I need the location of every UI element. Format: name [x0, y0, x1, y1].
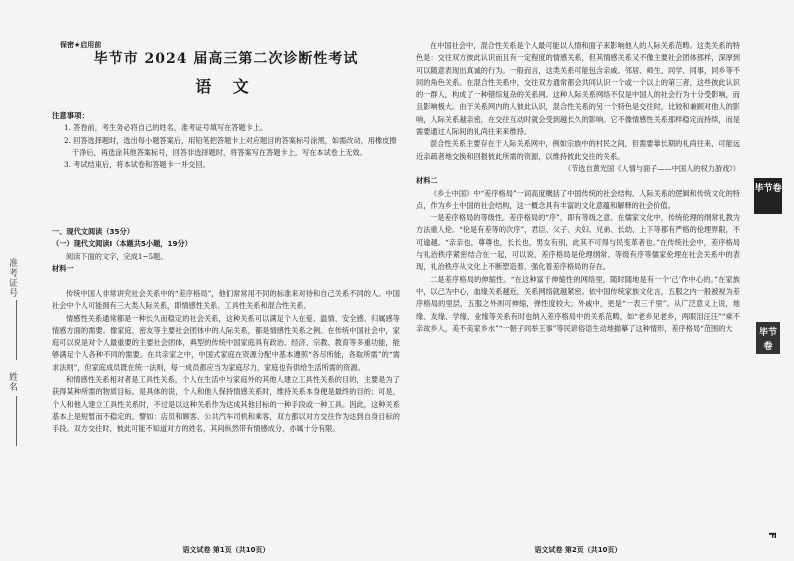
reading-section [52, 226, 400, 275]
exam-number-label: 准考证号 [7, 258, 17, 298]
page-footer: 语文试卷 第2页（共10页） [534, 546, 622, 554]
note-item: 3. 考试结束后，将本试卷和答题卡一并交回。 [64, 160, 210, 170]
section-heading: 一、现代文阅读（35分） [52, 227, 134, 236]
notes-heading: 注意事项： [52, 111, 89, 120]
material-1-body [52, 288, 400, 436]
material-label: 材料一 [52, 263, 74, 273]
paragraph: 二是差序格局的伸缩性。“在这种富于伸缩性的网络里，随时随地是有一个‘己’作中心的。”在家族中，以己为中心，血缘关系越近，关系网络就越紧密。依中国传统家族文化言，五服之内一般被视为差序格局的里层，五服之外则可伸缩，弹性度较大；外戚中，更是“一表三千里”。从广泛意义上说，地缘、友缘、学缘、业缘等关系有时也纳入差序格局中的关系范畴，如“老乡见老乡，两眼泪汪汪”“乘不亲故乡人，美不美家乡水”“一朝子同举王事”等民谚俗语生动地描摹了这种情形，差序格局“范围的大 [416, 274, 740, 333]
material-2-body [416, 40, 740, 335]
binding-gutter [0, 0, 48, 561]
note-item: 1. 答卷前，考生务必将自己的姓名、准考证号填写在答题卡上。 [64, 123, 268, 133]
edge-mark: F [766, 532, 777, 539]
paragraph: 和情感性关系相对者是工具性关系，个人在生活中与家庭外的其他人建立工具性关系的目的，主要是为了获得某种所需的物质目标。是具体的说，个人和他人保持情感关系时，维持关系本身便是最终的目的；可是，个人和他人建立工具性关系时，不过是以这种关系作为达成其他目标的一种手段或一种工具。因此，这种关系基本上是短暂而不稳定的。譬如：店员和顾客、公共汽车司机和乘客，双方都以对方交往作为达到自身目标的手段。双方交往时，彼此可能不知道对方的姓名，其间纵然带有情感成分，亦属十分有限。 [52, 375, 400, 434]
instruction: 阅读下面的文字，完成1~5题。 [66, 251, 168, 261]
name-line [16, 396, 17, 446]
page-footer: 语文试卷 第1页（共10页） [182, 546, 270, 554]
exam-title: 毕节市 2024 届高三第二次诊断性考试 [93, 51, 359, 67]
paragraph: 一是差序格局的等级性。差序格局的“序”，即有等级之意。在儒家文化中，传统伦理的纲常礼教为方法重人伦。“伦是有差等的次序”，君臣、父子、夫妇、兄弟、长幼、上下等都有严格的伦理界限，不可逾越。“亲亲也，尊尊也，长长也，男女有别，此其不可得与民变革者也。”在传统社会中，差序格局与礼治秩序紧密结合在一起，可以说，差序格局是伦理纲常、等级有序等儒家伦理在社会关系中的表现，礼治秩序从文化上不断塑造着、强化着差序格局的存在。 [416, 213, 740, 272]
subsection-heading: （一）现代文阅读Ⅰ（本题共5小题，19分） [52, 239, 192, 249]
name-label: 姓名 [7, 372, 17, 392]
page-2 [416, 0, 740, 561]
paragraph: 《乡土中国》中“差序格局”一词高度概括了中国传统的社会结构、人际关系的逻辑和传统文化的特点，作为乡土中国的社会结构，这一概念具有丰富的文化意蕴和解释的社会价值。 [416, 188, 740, 210]
notes-section [52, 110, 400, 171]
paragraph: 情感性关系通常都是一种长久而稳定的社会关系，这种关系可以满足个人在爱、温情、安全感、归属感等情感方面的需要。像家庭、密友等主要社会团体中的人际关系，都是情感性关系之例。在传统中国社会中，家庭可以说是对个人最重要的主要社会团体，典型的传统中国家庭具有政治、经济、宗教、教育等多重功能，能够满足个人各种不同的需要。在共亲家之中，中国式家庭在资源分配中基本遵照“各尽所能，各取所需”的“需求法则”，但家庭成员既在统一法则，每一成员都应当为家庭尽力，家庭也有供给生活所需的资源。 [52, 313, 400, 372]
page-1 [52, 0, 400, 561]
exam-number-line [16, 300, 17, 360]
side-tab: 毕节卷 [756, 322, 780, 354]
source-citation: （节选自黄光国《人情与面子——中国人的权力游戏》） [563, 163, 740, 173]
paragraph: 传统中国人非常讲究社会关系中的“差序格局”，他们常常用不同的标准来对待和自己关系不同的人。中国社会中个人可能拥有三大类人际关系，即情感性关系、工具性关系和混合性关系。 [52, 289, 400, 311]
confidential-mark: 保密★启用前 [60, 41, 102, 49]
note-item: 2. 回答选择题时，选出每小题答案后，用铅笔把答题卡上对应题目的答案标号涂黑，如需改动，用橡皮擦干净后，再选涂其他答案标号，回答非选择题时，将答案写在答题卡上，写在本试卷上无效。 [64, 135, 397, 157]
paragraph: 混合性关系主要存在于人际关系网中，例如宗族中的村民之间，但需要靠长期的礼尚往来，可能远近亲疏者地交换和回报彼此所需的资源，以维持彼此交往的关系。 [416, 139, 740, 161]
paragraph: 在中国社会中，混合性关系是个人最可能以人情和面子来影响他人的人际关系范畴。这类关系的特色是：交往双方彼此认识而且有一定程度的情感关系，但其情感关系又不像主要社会团体那样，深厚到可以随意表现出真诚的行为。一般而言，这类关系可能包含亲戚、邻居、师生、同学、同事，同乡等不同的角色关系。在混合性关系中，交往双方通常都会共同认识一个或一个以上的第三者，这些彼此认识的一群人，构成了一种错综复杂的关系网。这种人际关系网络不仅是中国人的社会行为十分受影响，而且影响极大。由于关系网内的人彼此认识，混合性关系的另一个特色是交往时，比较和兼顾对他人的影响，人际关系越亲密，在交往互动时就会受到越长久的影响。它不像情感性关系那样稳定而持续，而是需要通过人际间的礼尚往来来维持。 [416, 41, 740, 137]
side-tab: 毕节卷 [754, 178, 782, 214]
subject-title: 语 文 [195, 77, 257, 96]
material-label: 材料二 [416, 176, 438, 186]
